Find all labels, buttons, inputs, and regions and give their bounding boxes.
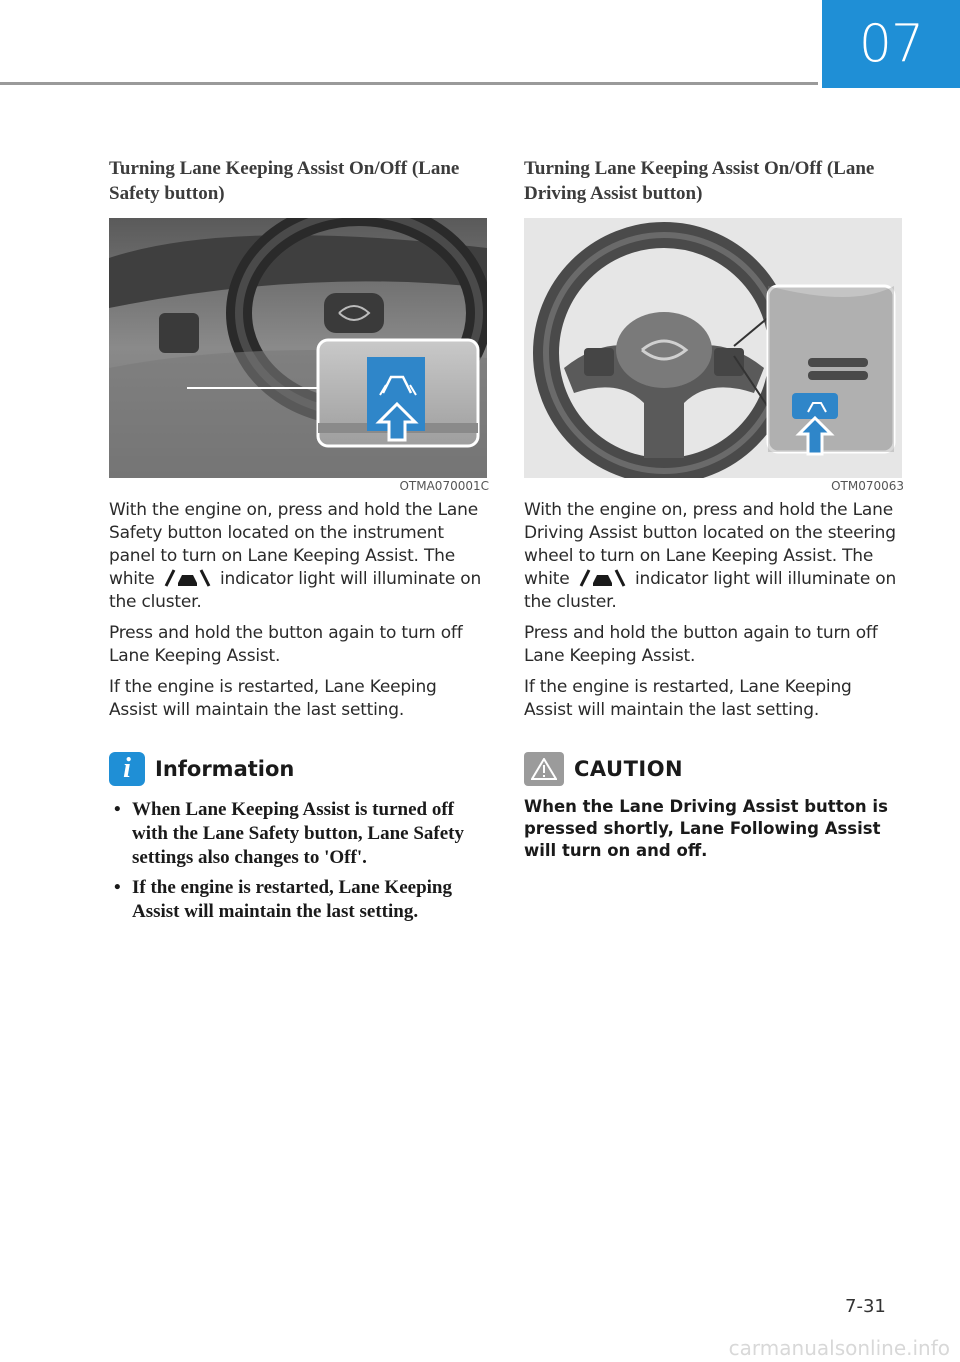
paragraph-1-end: indicator light will illuminate on the cluster. [109,569,482,612]
chapter-tab: 07 [822,0,960,88]
steering-wheel-button-illustration [524,218,902,478]
header-rule [0,82,818,85]
body-text [109,499,489,722]
figure-code: OTMA070001C [399,479,489,493]
lane-safety-button-illustration [109,218,487,478]
paragraph-1 [524,499,904,614]
information-header [109,752,489,786]
body-text [524,499,904,722]
warning-triangle-icon [524,752,564,786]
information-item-text: If the engine is restarted, Lane Keeping Assist will maintain the last setting. [132,877,452,922]
information-list [109,798,489,924]
paragraph-1-start: With the engine on, press and hold the Lane Safety button located on the instrument panel to turn on Lane Keeping Assist. The white [109,500,478,589]
paragraph-3: If the engine is restarted, Lane Keeping Assist will maintain the last setting. [524,677,852,720]
left-column [109,156,489,930]
caution-title: CAUTION [574,757,684,781]
paragraph-3: If the engine is restarted, Lane Keeping Assist will maintain the last setting. [109,677,437,720]
paragraph-1-start: With the engine on, press and hold the Lane Driving Assist button located on the steering wheel to turn on Lane Keeping Assist. The white [524,500,896,589]
information-item [109,798,489,870]
right-column [524,156,904,862]
bullet: • [114,799,121,820]
paragraph-1 [109,499,489,614]
information-item-text: When Lane Keeping Assist is turned off with the Lane Safety button, Lane Safety settings also changes to 'Off'. [132,799,464,868]
bullet: • [114,877,121,898]
figure-code: OTM070063 [831,479,904,493]
section-title-lane-driving-assist: Turning Lane Keeping Assist On/Off (Lane Driving Assist button) [524,158,875,204]
caution-header [524,752,904,786]
lane-keeping-indicator-icon [575,569,630,587]
paragraph-2: Press and hold the button again to turn off Lane Keeping Assist. [109,623,463,666]
lane-keeping-indicator-icon [160,569,215,587]
caution-text: When the Lane Driving Assist button is pressed shortly, Lane Following Assist will turn on and off. [524,797,888,860]
watermark: carmanualsonline.info [728,1336,950,1360]
paragraph-1-end: indicator light will illuminate on the cluster. [524,569,897,612]
information-icon: i [109,752,145,786]
paragraph-2: Press and hold the button again to turn off Lane Keeping Assist. [524,623,878,666]
section-title-lane-safety: Turning Lane Keeping Assist On/Off (Lane Safety button) [109,158,460,204]
information-title: Information [155,757,295,781]
information-item [109,876,489,924]
page-number: 7-31 [845,1296,886,1317]
